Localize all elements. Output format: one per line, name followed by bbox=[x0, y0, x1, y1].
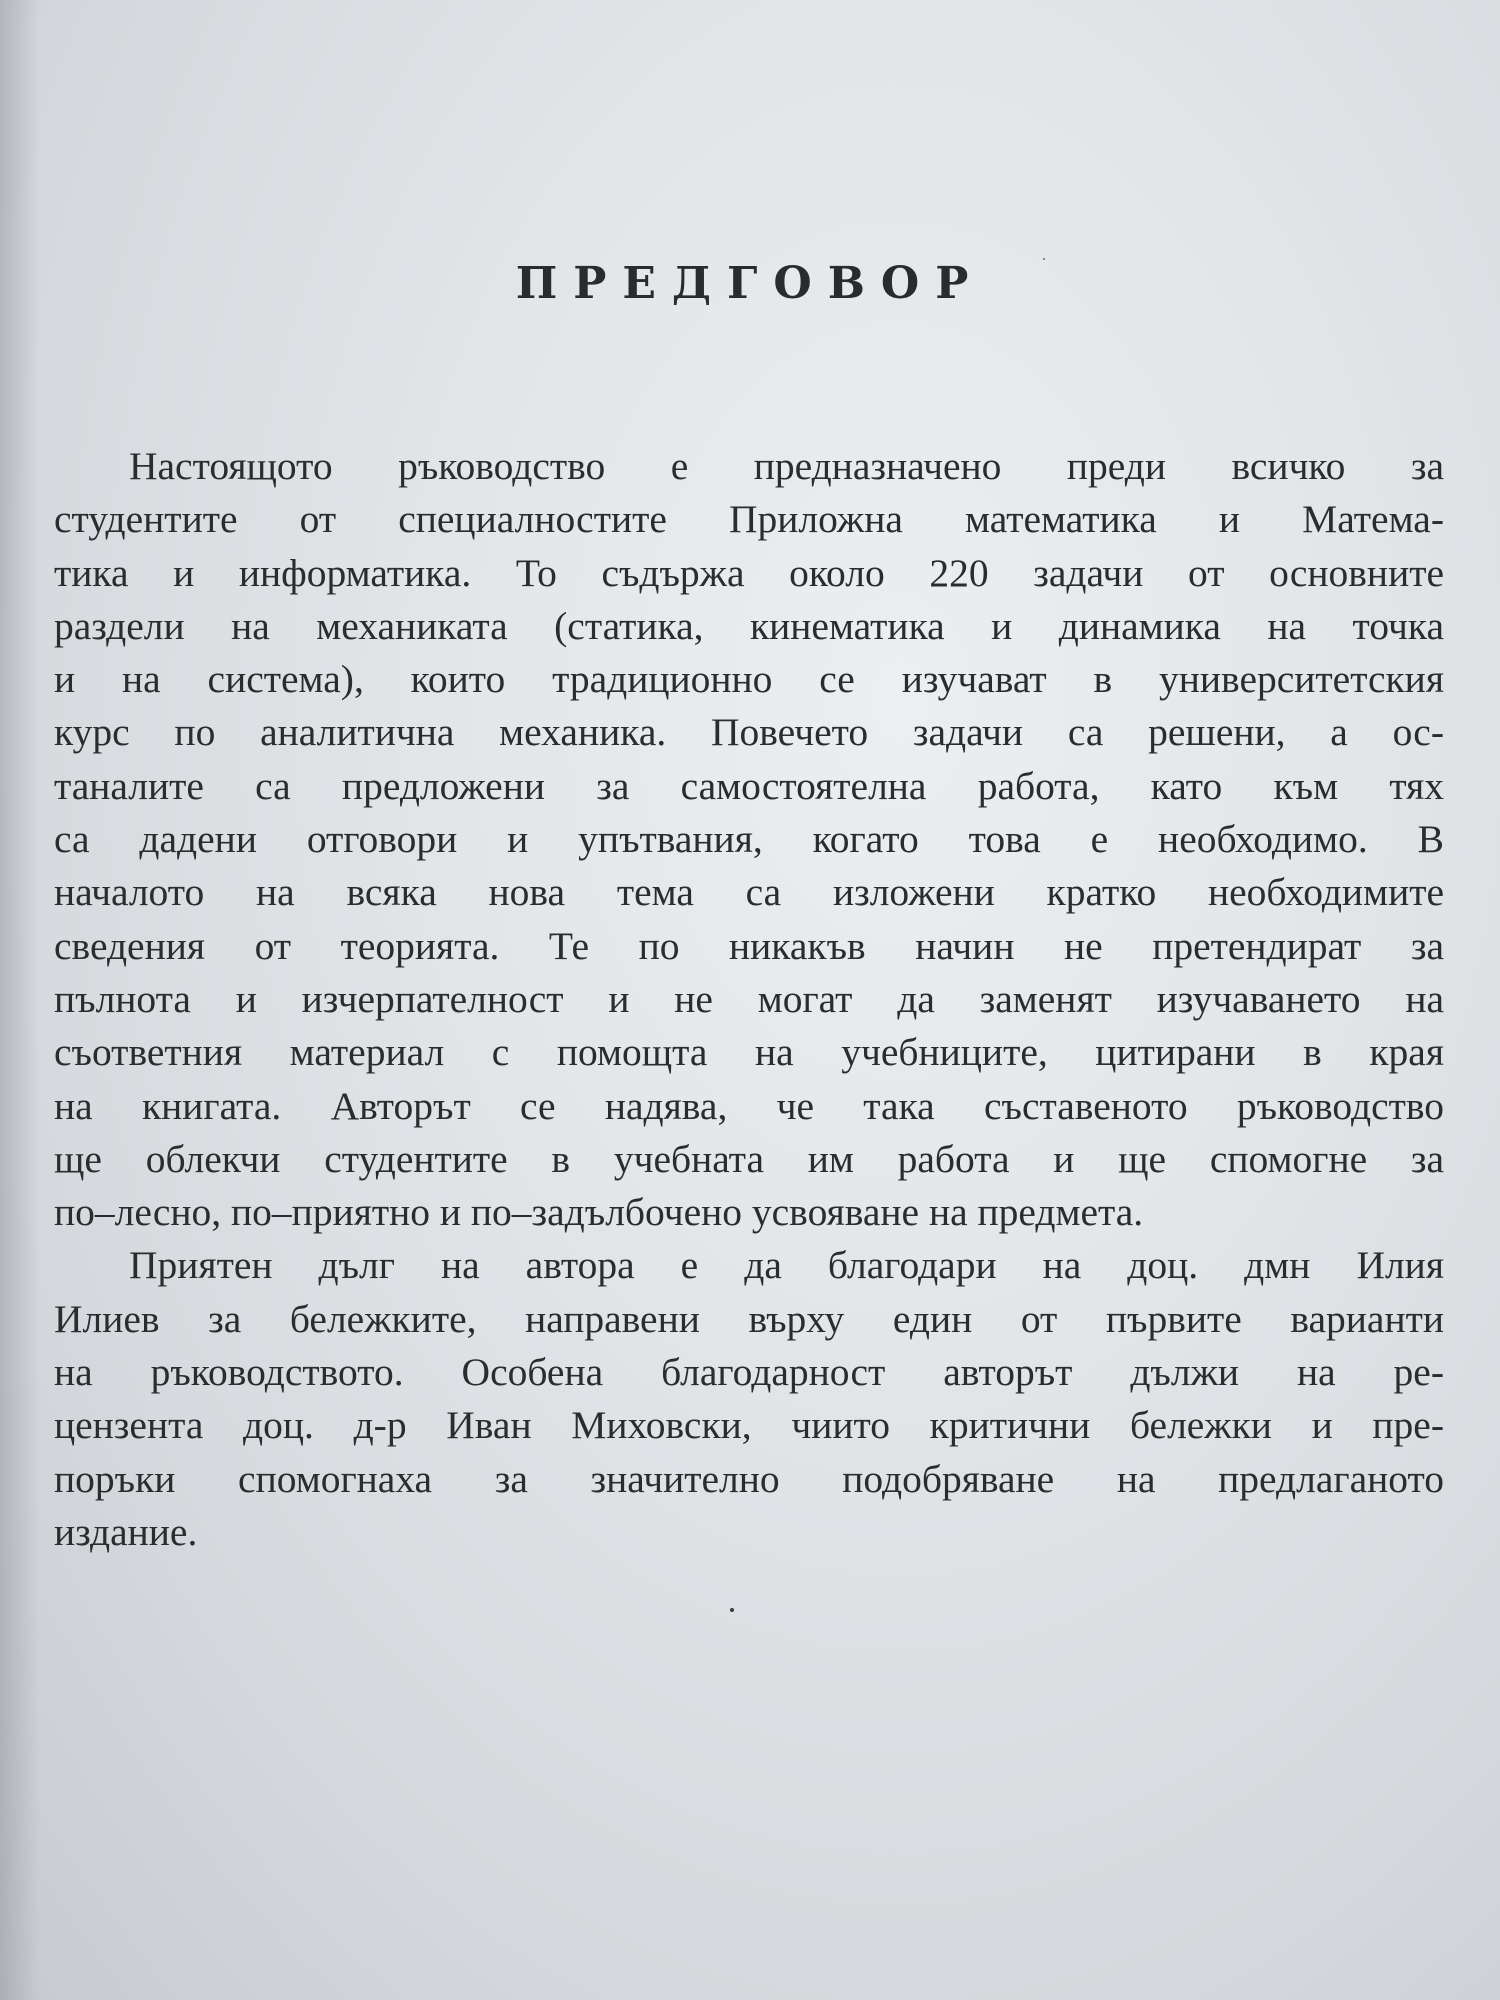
text-line: ще облекчи студентите в учебната им работа и ще спомогне за bbox=[54, 1136, 1444, 1181]
text-line: по–лесно, по–приятно и по–задълбочено усвояване на предмета. bbox=[54, 1190, 1144, 1235]
text-line: Настоящото ръководство е предназначено преди всичко за bbox=[129, 444, 1444, 488]
paper-speck bbox=[730, 1608, 734, 1612]
text-line: цензента доц. д-р Иван Миховски, чиито критични бележки и пре- bbox=[54, 1403, 1444, 1448]
text-line: пълнота и изчерпателност и не могат да заменят изучаването на bbox=[54, 976, 1444, 1021]
text-line: са дадени отговори и упътвания, когато това е необходимо. В bbox=[54, 817, 1444, 862]
text-line: на книгата. Авторът се надява, че така съставеното ръководство bbox=[54, 1083, 1444, 1128]
text-line: поръки спомогнаха за значително подобряване на предлаганото bbox=[54, 1456, 1444, 1501]
text-line: Приятен дълг на автора е да благодари на доц. дмн Илия bbox=[129, 1243, 1444, 1288]
text-line: издание. bbox=[54, 1509, 198, 1554]
text-line: на ръководството. Особена благодарност авторът дължи на ре- bbox=[54, 1350, 1444, 1395]
text-line: таналите са предложени за самостоятелна работа, като към тях bbox=[54, 763, 1444, 808]
text-line: съответния материал с помощта на учебниците, цитирани в края bbox=[54, 1030, 1444, 1075]
text-line: раздели на механиката (статика, кинематика и динамика на точка bbox=[54, 603, 1444, 648]
text-line: и на система), които традиционно се изучават в университетския bbox=[54, 657, 1444, 702]
page-title: ПРЕДГОВОР bbox=[515, 258, 985, 309]
preface-text bbox=[54, 440, 1444, 1559]
text-line: студентите от специалностите Приложна математика и Матема- bbox=[54, 497, 1444, 542]
text-line: сведения от теорията. Те по никакъв начин не претендират за bbox=[54, 923, 1444, 968]
text-line: началото на всяка нова тема са изложени кратко необходимите bbox=[54, 870, 1444, 915]
text-line: Илиев за бележките, направени върху един от първите варианти bbox=[54, 1296, 1444, 1341]
paragraph-2 bbox=[54, 1239, 1444, 1559]
text-line: курс по аналитична механика. Повечето задачи са решени, а ос- bbox=[54, 710, 1444, 755]
text-line: тика и информатика. То съдържа около 220 задачи от основните bbox=[54, 550, 1444, 595]
paragraph-1 bbox=[54, 440, 1444, 1239]
